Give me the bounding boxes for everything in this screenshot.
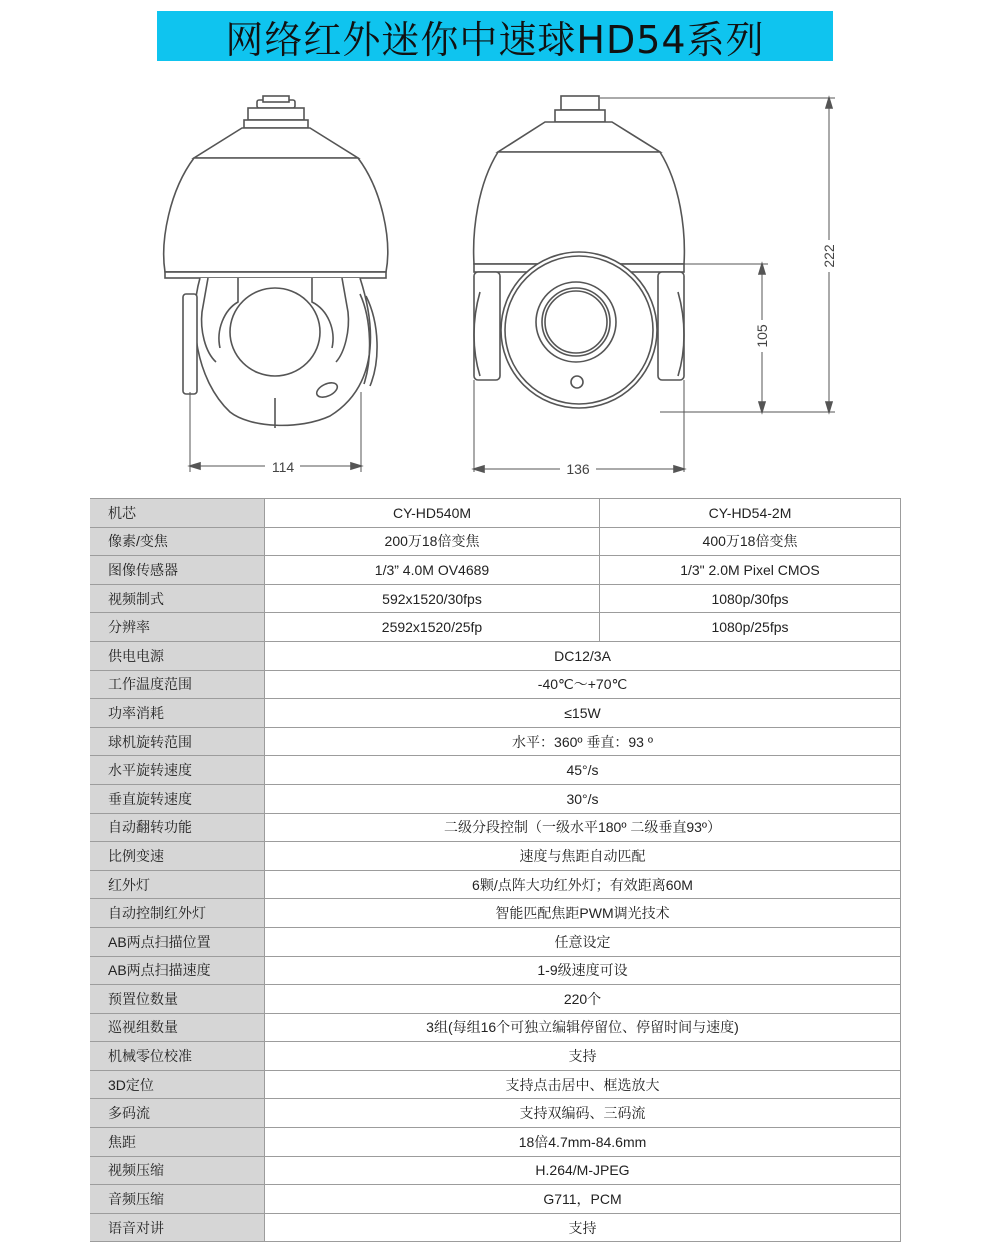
spec-value: 支持点击居中、框选放大 <box>265 1070 901 1099</box>
spec-value: 30°/s <box>265 784 901 813</box>
spec-label: 语音对讲 <box>90 1213 265 1242</box>
spec-label: 垂直旋转速度 <box>90 784 265 813</box>
spec-value: ≤15W <box>265 699 901 728</box>
spec-label: 图像传感器 <box>90 556 265 585</box>
spec-value-model-b: 1/3" 2.0M Pixel CMOS <box>600 556 901 585</box>
spec-value: 6颗/点阵大功红外灯；有效距离60M <box>265 870 901 899</box>
spec-value: G711，PCM <box>265 1185 901 1214</box>
spec-value-model-a: CY-HD540M <box>265 499 600 528</box>
spec-value: 220个 <box>265 985 901 1014</box>
page-title: 网络红外迷你中速球HD54系列 <box>157 11 833 61</box>
spec-row <box>90 670 901 699</box>
spec-row <box>90 1042 901 1071</box>
spec-label: 视频压缩 <box>90 1156 265 1185</box>
spec-row <box>90 899 901 928</box>
spec-label: 视频制式 <box>90 584 265 613</box>
spec-label: 音频压缩 <box>90 1185 265 1214</box>
spec-row <box>90 784 901 813</box>
spec-label: 比例变速 <box>90 842 265 871</box>
spec-value: DC12/3A <box>265 641 901 670</box>
spec-row <box>90 756 901 785</box>
spec-value: H.264/M-JPEG <box>265 1156 901 1185</box>
spec-value: 45°/s <box>265 756 901 785</box>
spec-label: 巡视组数量 <box>90 1013 265 1042</box>
spec-row <box>90 985 901 1014</box>
spec-row <box>90 1213 901 1242</box>
spec-value-model-b: 400万18倍变焦 <box>600 527 901 556</box>
spec-row <box>90 641 901 670</box>
spec-value-model-a: 1/3” 4.0M OV4689 <box>265 556 600 585</box>
spec-value-model-b: 1080p/30fps <box>600 584 901 613</box>
spec-value: 支持 <box>265 1042 901 1071</box>
spec-label: 预置位数量 <box>90 985 265 1014</box>
spec-value: 18倍4.7mm-84.6mm <box>265 1128 901 1157</box>
spec-label: 分辨率 <box>90 613 265 642</box>
spec-row <box>90 1070 901 1099</box>
spec-value-model-b: 1080p/25fps <box>600 613 901 642</box>
spec-label: 3D定位 <box>90 1070 265 1099</box>
spec-value-model-a: 200万18倍变焦 <box>265 527 600 556</box>
spec-row <box>90 699 901 728</box>
spec-row <box>90 727 901 756</box>
spec-row <box>90 1156 901 1185</box>
side-view-drawing <box>474 96 835 472</box>
spec-row <box>90 927 901 956</box>
spec-row <box>90 1013 901 1042</box>
spec-label: 水平旋转速度 <box>90 756 265 785</box>
spec-label: 像素/变焦 <box>90 527 265 556</box>
spec-row <box>90 556 901 585</box>
spec-row <box>90 527 901 556</box>
dimension-label-height-total: 222 <box>821 244 837 268</box>
spec-row <box>90 1128 901 1157</box>
spec-label: 机芯 <box>90 499 265 528</box>
spec-label: 供电电源 <box>90 641 265 670</box>
dimension-label-side-width: 136 <box>566 461 590 477</box>
spec-label: 工作温度范围 <box>90 670 265 699</box>
dimension-label-height-lower: 105 <box>754 324 770 348</box>
front-view-drawing <box>164 96 388 472</box>
spec-value-model-a: 592x1520/30fps <box>265 584 600 613</box>
spec-value: 速度与焦距自动匹配 <box>265 842 901 871</box>
spec-table <box>90 498 901 1242</box>
spec-row <box>90 1099 901 1128</box>
spec-label: 自动控制红外灯 <box>90 899 265 928</box>
spec-label: 功率消耗 <box>90 699 265 728</box>
spec-row <box>90 813 901 842</box>
spec-table-body <box>90 499 901 1242</box>
spec-label: 焦距 <box>90 1128 265 1157</box>
spec-label: AB两点扫描速度 <box>90 956 265 985</box>
spec-value: 1-9级速度可设 <box>265 956 901 985</box>
spec-value: 智能匹配焦距PWM调光技术 <box>265 899 901 928</box>
spec-value: -40℃～+70℃ <box>265 670 901 699</box>
dimension-label-front-width: 114 <box>271 459 295 475</box>
spec-row <box>90 870 901 899</box>
spec-value: 3组(每组16个可独立编辑停留位、停留时间与速度) <box>265 1013 901 1042</box>
spec-row <box>90 584 901 613</box>
spec-label: 多码流 <box>90 1099 265 1128</box>
spec-row <box>90 499 901 528</box>
spec-row <box>90 956 901 985</box>
spec-label: 球机旋转范围 <box>90 727 265 756</box>
spec-value: 任意设定 <box>265 927 901 956</box>
spec-value-model-a: 2592x1520/25fp <box>265 613 600 642</box>
spec-value: 二级分段控制（一级水平180º 二级垂直93º） <box>265 813 901 842</box>
spec-label: AB两点扫描位置 <box>90 927 265 956</box>
camera-dimension-drawing <box>0 80 990 490</box>
spec-row <box>90 1185 901 1214</box>
spec-label: 自动翻转功能 <box>90 813 265 842</box>
spec-row <box>90 842 901 871</box>
spec-row <box>90 613 901 642</box>
spec-label: 红外灯 <box>90 870 265 899</box>
spec-value: 水平：360º 垂直：93 º <box>265 727 901 756</box>
spec-value: 支持双编码、三码流 <box>265 1099 901 1128</box>
spec-value-model-b: CY-HD54-2M <box>600 499 901 528</box>
spec-value: 支持 <box>265 1213 901 1242</box>
spec-label: 机械零位校准 <box>90 1042 265 1071</box>
